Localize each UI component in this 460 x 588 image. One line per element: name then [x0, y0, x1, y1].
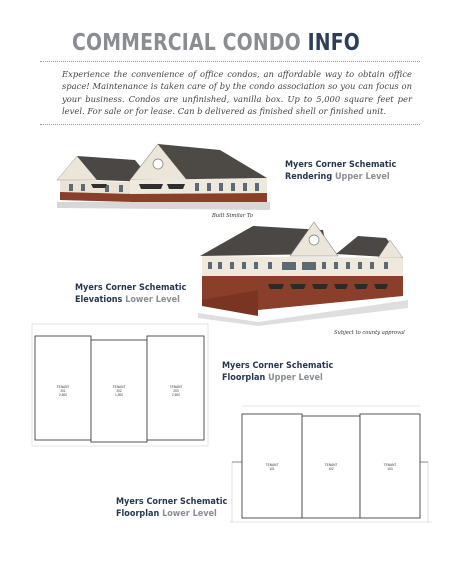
rendering-image	[55, 132, 275, 212]
lower-unit-label: TENANT	[324, 463, 338, 467]
caption-floorplan-upper	[222, 361, 333, 384]
lower-unit-label: TENANT	[383, 463, 397, 467]
upper-unit-number: 201	[60, 389, 66, 393]
caption-floorplan-lower	[116, 497, 227, 520]
page-title	[72, 30, 360, 56]
top-divider	[40, 61, 420, 62]
upper-unit-label: TENANT	[112, 385, 126, 389]
lower-unit-number: 101	[269, 467, 275, 471]
caption-name: Myers Corner Schematic	[75, 283, 187, 293]
lower-unit-label: TENANT	[265, 463, 279, 467]
upper-unit-area: 1,900	[115, 393, 123, 397]
caption-elevations	[75, 283, 186, 306]
note-subject-approval: Subject to county approval	[334, 330, 405, 336]
caption-name: Myers Corner Schematic	[285, 160, 397, 170]
caption-level: Lower Level	[162, 508, 217, 519]
caption-type: Floorplan	[116, 508, 160, 519]
floorplan-lower-image	[228, 404, 434, 528]
caption-name: Myers Corner Schematic	[116, 497, 228, 507]
upper-unit-area: 2,500	[59, 393, 67, 397]
caption-level: Lower Level	[125, 294, 180, 305]
caption-type: Rendering	[285, 171, 333, 182]
title-part-1: COMMERCIAL CONDO	[72, 30, 301, 56]
caption-level: Upper Level	[268, 372, 323, 383]
upper-unit-area: 2,500	[172, 393, 180, 397]
lower-unit-number: 102	[328, 467, 334, 471]
caption-rendering	[285, 160, 396, 183]
caption-type: Elevations	[75, 294, 123, 305]
floorplan-upper-image	[30, 322, 210, 448]
caption-type: Floorplan	[222, 372, 266, 383]
caption-name: Myers Corner Schematic	[222, 361, 334, 371]
upper-unit-number: 203	[173, 389, 179, 393]
bottom-divider	[40, 124, 420, 125]
note-built-similar: Built Similar To	[212, 213, 254, 219]
intro-paragraph: Experience the convenience of office condos, an affordable way to obtain office space! Maintenance is taken care of by the condo association so you can focus on your business. Condos are unfinished, vanilla box. Up to 5,000 square feet per level. For sale or for lease. Can b delivered as finished shell or finished unit.	[62, 69, 412, 117]
title-part-2: INFO	[307, 30, 360, 56]
upper-unit-label: TENANT	[169, 385, 183, 389]
caption-level: Upper Level	[334, 171, 390, 182]
upper-unit-label: TENANT	[56, 385, 70, 389]
elevations-image	[198, 218, 410, 326]
upper-unit-number: 202	[116, 389, 122, 393]
lower-unit-number: 103	[387, 467, 393, 471]
